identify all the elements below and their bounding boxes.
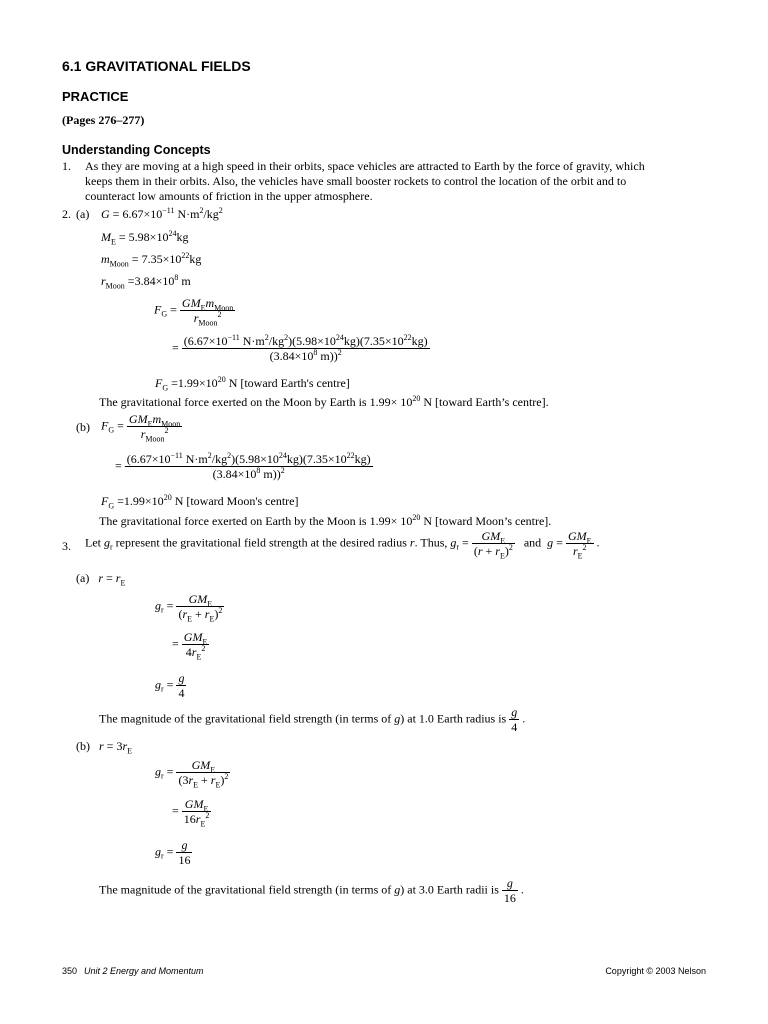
- q2b-result: $F_G =1.99\times 10^{20}$ N [toward Moon's centre]: [101, 493, 299, 511]
- q3b-step-2: = $\frac{GM_E}{16r_E^2}$: [172, 797, 210, 829]
- q3-part-a-label: (a) $r = r_E$: [76, 571, 126, 588]
- q2b-answer: The gravitational force exerted on Earth by the Moon is $1.99\times 10^{20}$ N [toward Moon’s centre].: [99, 513, 552, 528]
- q2b-substitution: = $\frac{(6.67\times 10^{-11} N\cdot m^2/kg^2)(5.98\times 10^{24}kg)(7.35\times 10^{22}kg)}{(3.84\times 10^8 m))^2}$: [115, 451, 371, 481]
- q2a-mMoon-equation: $m_{Moon} = 7.35\times 10^{22}kg$: [101, 251, 202, 269]
- footer-copyright: Copyright © 2003 Nelson: [605, 966, 706, 976]
- q1-line-3: counteract low amounts of friction in the upper atmosphere.: [85, 189, 373, 203]
- q2a-answer: The gravitational force exerted on the Moon by Earth is $1.99\times 10^{20}$ N [toward Earth’s centre].: [99, 394, 549, 409]
- q2a-G-equation: $G = 6.67\times 10^{-11}$ $N\cdot m^2/kg^2$: [101, 206, 223, 221]
- q2a-FG-formula: $F_G$ = $\frac{GM_Em_{Moon}}{r_{Moon}^2}$: [154, 296, 234, 328]
- q3a-answer: The magnitude of the gravitational field strength (in terms of g) at 1.0 Earth radius is $\frac{g}{4}$ .: [99, 705, 526, 734]
- q3b-step-1: $g_r$ = $\frac{GM_E}{(3r_E + r_E)^2}$: [155, 758, 229, 790]
- q3a-step-1: $g_r$ = $\frac{GM_E}{(r_E + r_E)^2}$: [155, 592, 223, 624]
- q3b-result: $g_r$ = $\frac{g}{16}$: [155, 838, 191, 867]
- q3-number: 3.: [62, 539, 71, 553]
- q1-number: 1.: [62, 159, 71, 173]
- footer-page-number: 350: [62, 966, 78, 976]
- q3-intro: Let $g_r$ represent the gravitational field strength at the desired radius r. Thus, $g_r$ = $\frac{GM_E}{(r + r_E)^2}$ and g = $\frac{GM_E}{r_E^2}$ .: [85, 529, 600, 561]
- q3a-step-2: = $\frac{GM_E}{4r_E^2}$: [172, 630, 208, 662]
- section-title: 6.1 GRAVITATIONAL FIELDS: [62, 58, 251, 74]
- q2-number: 2.: [62, 207, 71, 221]
- q3a-result: $g_r$ = $\frac{g}{4}$: [155, 671, 185, 700]
- q1-line-2: keeps them in their orbits. Also, the vehicles have small booster rockets to control the location of the orbit and to: [85, 174, 627, 188]
- q1-line-1: As they are moving at a high speed in their orbits, space vehicles are attracted to Earth by the force of gravity, which: [85, 159, 645, 173]
- q3b-answer: The magnitude of the gravitational field strength (in terms of g) at 3.0 Earth radii is $\frac{g}{16}$ .: [99, 876, 524, 905]
- footer-unit: Unit 2 Energy and Momentum: [84, 966, 204, 976]
- concepts-heading: Understanding Concepts: [62, 143, 211, 157]
- q2a-substitution: = $\frac{(6.67\times 10^{-11} N\cdot m^2/kg^2)(5.98\times 10^{24}kg)(7.35\times 10^{22}kg)}{(3.84\times 10^8 m))^2}$: [172, 333, 428, 363]
- q3-part-b-label: (b) $r = 3r_E$: [76, 739, 133, 756]
- q2a-result: $F_G =1.99\times 10^{20}$ N [toward Earth's centre]: [155, 375, 350, 393]
- q2a-ME-equation: $M_E = 5.98\times 10^{24}kg$: [101, 229, 189, 247]
- q2-part-b-label: (b): [76, 420, 90, 434]
- q2-part-a-label: (a): [76, 207, 90, 221]
- practice-heading: PRACTICE: [62, 89, 129, 104]
- pages-reference: (Pages 276–277): [62, 113, 145, 127]
- q2a-rMoon-equation: $r_{Moon} =3.84\times 10^8$ m: [101, 273, 191, 291]
- q2b-FG-formula: $F_G$ = $\frac{GM_Em_{Moon}}{r_{Moon}^2}$: [101, 412, 181, 444]
